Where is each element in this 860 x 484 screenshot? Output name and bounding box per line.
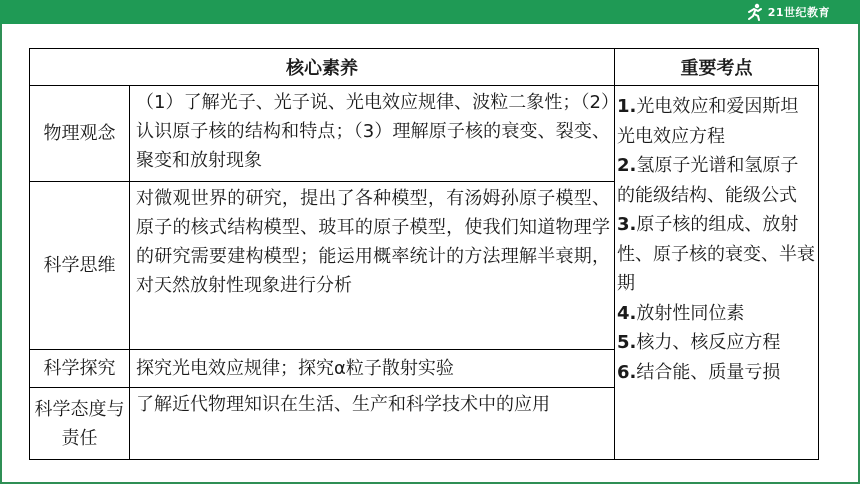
literacy-table (29, 48, 819, 460)
table-row (30, 86, 819, 182)
row-label: 科学思维 (30, 182, 130, 350)
key-point-item: 6.结合能、质量亏损 (617, 361, 781, 383)
row-label: 科学态度与责任 (30, 388, 130, 460)
row-label: 科学探究 (30, 350, 130, 388)
key-point-item: 4.放射性同位素 (617, 302, 745, 324)
top-banner (0, 0, 860, 24)
key-point-item: 3.原子核的组成、放射性、原子核的衰变、半衰期 (617, 214, 815, 294)
row-description: 了解近代物理知识在生活、生产和科学技术中的应用 (130, 388, 615, 460)
row-description: （1）了解光子、光子说、光电效应规律、波粒二象性；（2）认识原子核的结构和特点；（3）理解原子核的衰变、裂变、聚变和放射现象 (130, 86, 615, 182)
row-label: 物理观念 (30, 86, 130, 182)
brand-logo (746, 3, 830, 21)
runner-logo-icon (746, 3, 764, 21)
logo-text: 21世纪教育 (767, 6, 830, 19)
key-points-header: 重要考点 (615, 49, 819, 86)
table-header-row (30, 49, 819, 86)
key-point-item: 2.氢原子光谱和氢原子的能级结构、能级公式 (617, 155, 799, 206)
key-point-item: 5.核力、核反应方程 (617, 332, 781, 353)
row-description: 对微观世界的研究，提出了各种模型，有汤姆孙原子模型、原子的核式结构模型、玻耳的原子模型，使我们知道物理学的研究需要建构模型；能运用概率统计的方法理解半衰期，对天然放射性现象进行分析 (130, 182, 615, 350)
left-border (0, 24, 2, 484)
key-points-list (615, 86, 819, 460)
row-description: 探究光电效应规律；探究α粒子散射实验 (130, 350, 615, 388)
key-point-item: 1.光电效应和爱因斯坦光电效应方程 (617, 96, 799, 147)
core-literacy-header: 核心素养 (30, 49, 615, 86)
